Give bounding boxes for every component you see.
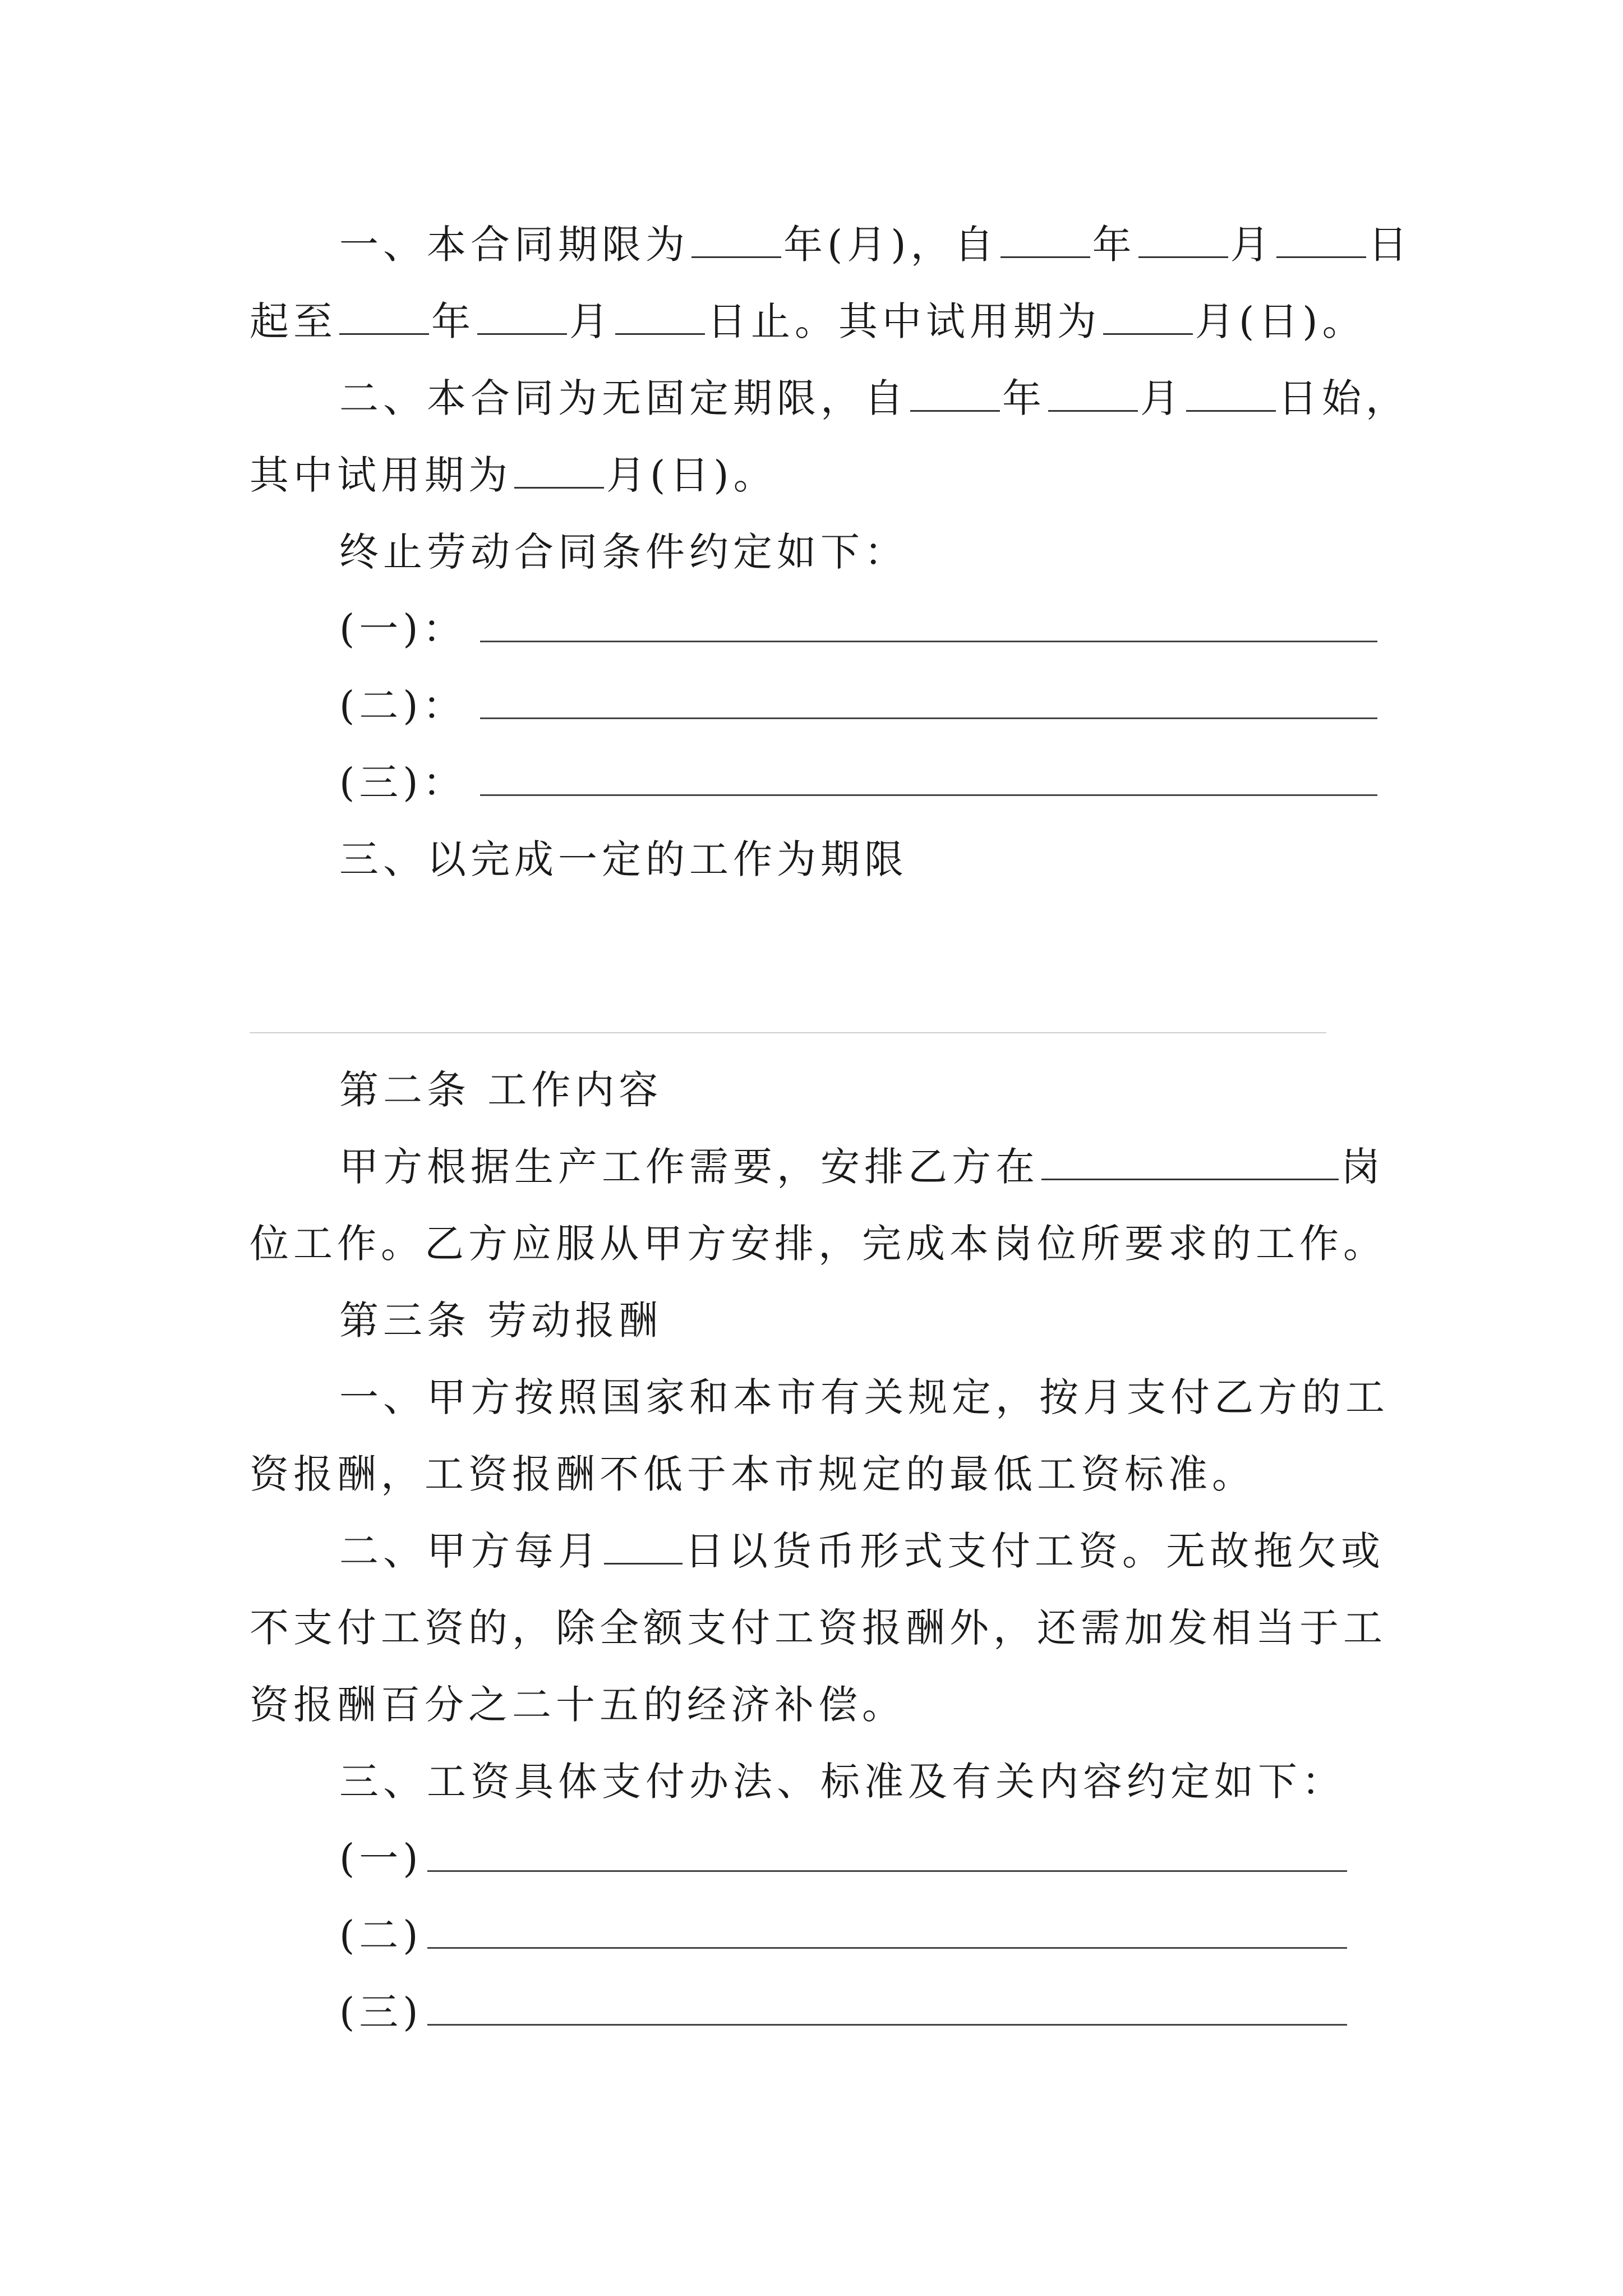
item-label: (三)	[339, 1989, 423, 2035]
text: 月	[1140, 375, 1184, 421]
text: 甲方根据生产工作需要，安排乙方在	[339, 1144, 1039, 1190]
article3-item-2	[339, 1908, 1347, 1962]
clause2-line1	[339, 371, 1409, 425]
blank-field[interactable]	[1041, 1144, 1339, 1180]
blank-field[interactable]	[339, 298, 429, 335]
termination-item-3	[339, 756, 1377, 809]
termination-item-1	[339, 602, 1377, 656]
text: 月(日)。	[606, 452, 777, 498]
blank-field[interactable]	[1103, 298, 1193, 335]
article3-p2-line3: 资报酬百分之二十五的经济补偿。	[250, 1682, 906, 1728]
article3-p1-line1: 一、甲方按照国家和本市有关规定，按月支付乙方的工	[339, 1374, 1389, 1420]
article3-p3-heading: 三、工资具体支付办法、标准及有关内容约定如下：	[339, 1759, 1345, 1805]
text: 年(月)，自	[783, 222, 998, 268]
article2-title: 第二条 工作内容	[339, 1067, 663, 1113]
blank-field[interactable]	[427, 1989, 1347, 2026]
text: 其中试用期为	[250, 452, 512, 498]
blank-field[interactable]	[910, 375, 1000, 412]
text: 岗	[1341, 1144, 1385, 1190]
text: 二、甲方每月	[339, 1528, 602, 1574]
blank-field[interactable]	[604, 1528, 683, 1565]
text: 月(日)。	[1195, 298, 1366, 344]
blank-field[interactable]	[480, 760, 1377, 796]
text: 一、本合同期限为	[339, 222, 689, 268]
text: 日以货币形式支付工资。无故拖欠或	[685, 1528, 1385, 1574]
blank-field[interactable]	[1138, 222, 1228, 258]
item-label: (二)	[339, 1912, 423, 1958]
termination-heading: 终止劳动合同条件约定如下：	[339, 529, 908, 575]
text: 起至	[250, 298, 337, 344]
blank-field[interactable]	[480, 683, 1377, 719]
article3-item-1	[339, 1832, 1347, 1885]
article2-line1	[339, 1140, 1385, 1194]
blank-field[interactable]	[1186, 375, 1276, 412]
clause2-line2	[250, 448, 777, 502]
article3-p2-line2: 不支付工资的，除全额支付工资报酬外，还需加发相当于工	[250, 1605, 1387, 1651]
article3-p1-line2: 资报酬，工资报酬不低于本市规定的最低工资标准。	[250, 1451, 1256, 1497]
item-label: (一)：	[339, 606, 467, 652]
divider	[250, 1032, 1326, 1033]
blank-field[interactable]	[427, 1835, 1347, 1872]
clause1-line2	[250, 295, 1366, 348]
blank-field[interactable]	[480, 606, 1377, 642]
termination-item-2	[339, 679, 1377, 733]
blank-field[interactable]	[1048, 375, 1138, 412]
text: 年	[431, 298, 475, 344]
text: 年	[1002, 375, 1046, 421]
blank-field[interactable]	[615, 298, 705, 335]
text: 二、本合同为无固定期限，自	[339, 375, 908, 421]
clause1-line1	[339, 218, 1412, 272]
text: 日	[1368, 222, 1412, 268]
article3-title: 第三条 劳动报酬	[339, 1297, 663, 1343]
blank-field[interactable]	[691, 222, 781, 258]
blank-field[interactable]	[514, 452, 604, 489]
blank-field[interactable]	[1000, 222, 1090, 258]
article3-p2-line1	[339, 1524, 1385, 1578]
blank-field[interactable]	[1276, 222, 1366, 258]
article3-item-3	[339, 1985, 1347, 2039]
blank-field[interactable]	[477, 298, 567, 335]
item-label: (三)：	[339, 760, 467, 806]
blank-field[interactable]	[427, 1912, 1347, 1949]
item-label: (二)：	[339, 683, 467, 729]
text: 日始，	[1278, 375, 1409, 421]
text: 月	[569, 298, 613, 344]
item-label: (一)	[339, 1835, 423, 1881]
text: 日止。其中试用期为	[707, 298, 1101, 344]
text: 月	[1230, 222, 1274, 268]
text: 年	[1092, 222, 1136, 268]
clause3: 三、以完成一定的工作为期限	[339, 836, 908, 882]
article2-line2: 位工作。乙方应服从甲方安排，完成本岗位所要求的工作。	[250, 1221, 1387, 1267]
